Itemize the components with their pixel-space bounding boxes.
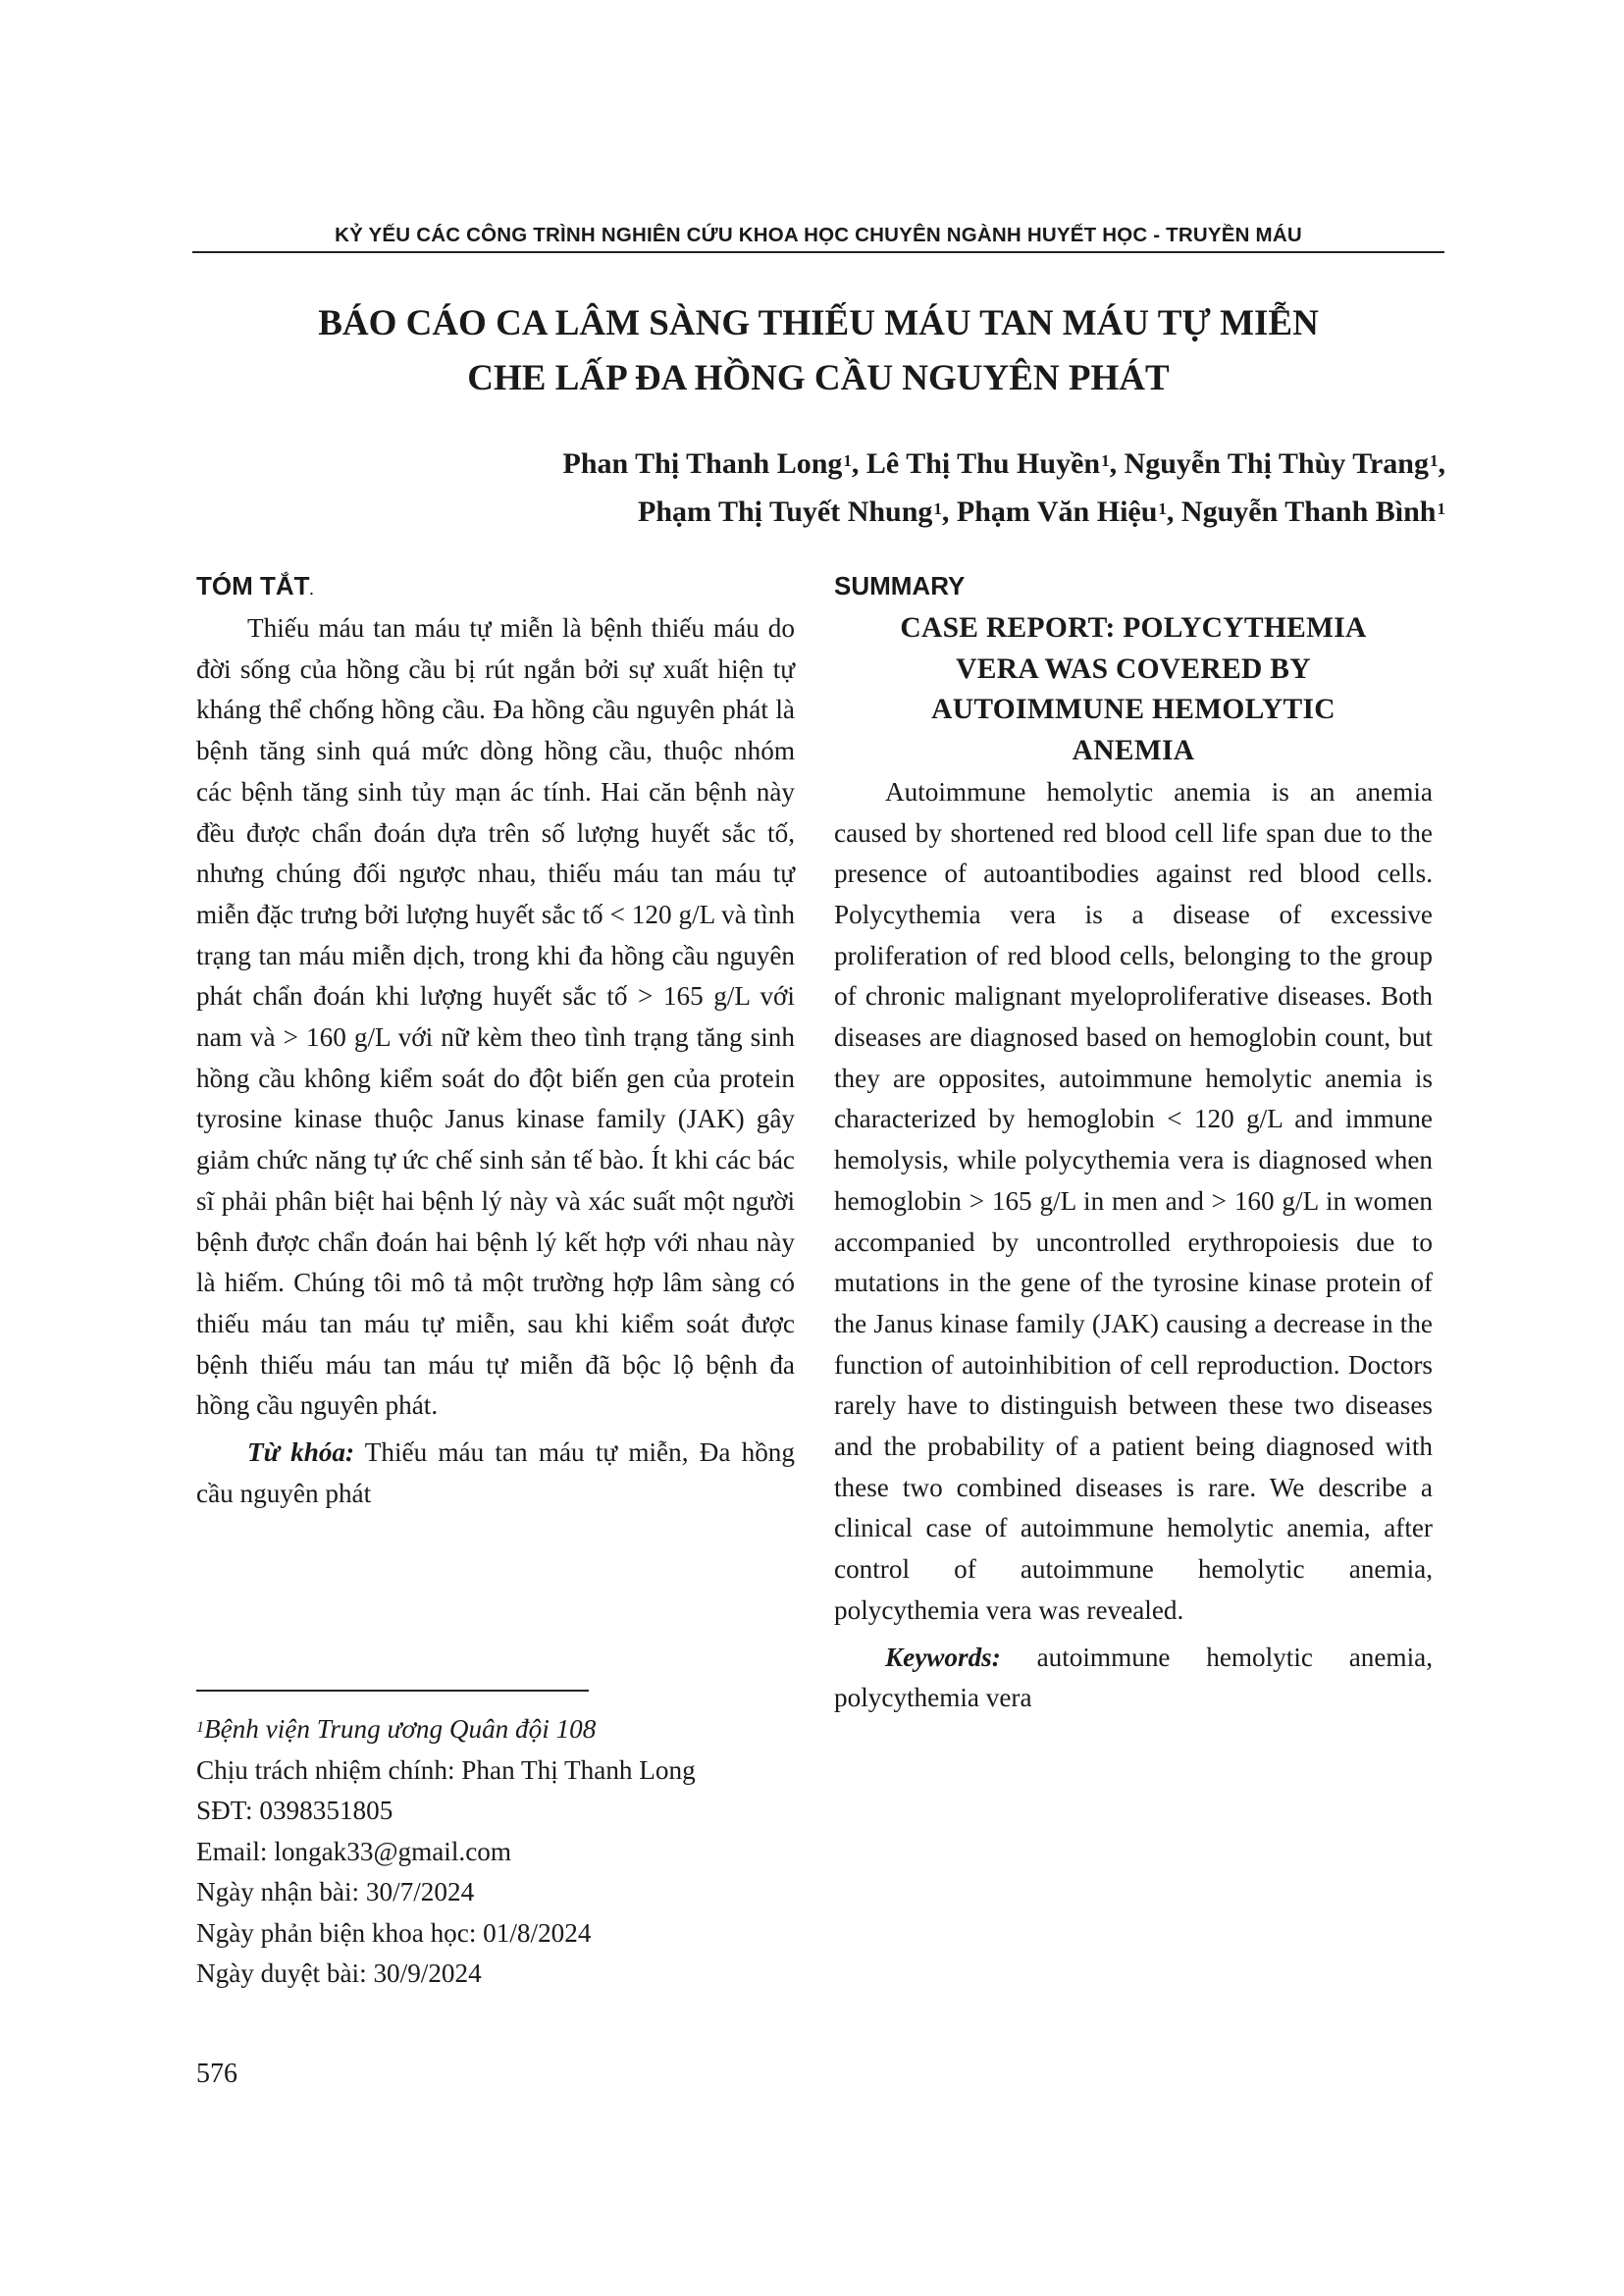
english-title-line: VERA WAS COVERED BY	[956, 652, 1311, 685]
english-abstract-column	[834, 565, 1433, 1729]
header-divider	[192, 251, 1444, 253]
author-line-2	[563, 488, 1446, 536]
corresponding-author: Chịu trách nhiệm chính: Phan Thị Thanh Long	[196, 1754, 696, 1785]
date-accepted: Ngày duyệt bài: 30/9/2024	[196, 1958, 482, 1988]
section-heading-tom-tat	[196, 565, 795, 608]
affiliation-mark: 1	[1437, 499, 1445, 518]
keywords-label: Keywords:	[885, 1642, 1001, 1672]
english-title-line: ANEMIA	[1072, 735, 1195, 767]
abstract-paragraph-vi: Thiếu máu tan máu tự miễn là bệnh thiếu máu do đời sống của hồng cầu bị rút ngắn bởi sự xuất hiện tự kháng thể chống hồng cầu. Đa hồng cầu nguyên phát là bệnh tăng sinh quá mức dòng hồng cầu, thuộc nhóm các bệnh tăng sinh tủy mạn ác tính. Hai căn bệnh này đều được chẩn đoán dựa trên số lượng huyết sắc tố, nhưng chúng đối ngược nhau, thiếu máu tan máu tự miễn đặc trưng bởi lượng huyết sắc tố < 120 g/L và tình trạng tan máu miễn dịch, trong khi đa hồng cầu nguyên phát chẩn đoán khi lượng huyết sắc tố > 165 g/L với nam và > 160 g/L với nữ kèm theo tình trạng tăng sinh hồng cầu không kiểm soát do đột biến gen của protein tyrosine kinase thuộc Janus kinase family (JAK) gây giảm chức năng tự ức chế sinh sản tế bào. Ít khi các bác sĩ phải phân biệt hai bệnh lý này và xác suất một người bệnh được chẩn đoán hai bệnh lý kết hợp với nhau này là hiếm. Chúng tôi mô tả một trường hợp lâm sàng có thiếu máu tan máu tự miễn, sau khi kiểm soát được bệnh thiếu máu tan máu tự miễn đã bộc lộ bệnh đa hồng cầu nguyên phát.	[196, 613, 795, 1421]
phone-number: SĐT: 0398351805	[196, 1796, 393, 1825]
affiliation-mark: 1	[196, 1719, 204, 1736]
author-name: Phan Thị Thanh Long	[562, 447, 843, 480]
author-separator: ,	[1109, 447, 1125, 480]
affiliation-mark: 1	[1158, 499, 1167, 518]
affiliation-mark: 1	[933, 499, 942, 518]
paper-title	[192, 296, 1444, 406]
author-name: Nguyễn Thanh Bình	[1180, 496, 1437, 528]
affiliation-mark: 1	[1430, 451, 1439, 470]
affiliation-mark: 1	[843, 451, 852, 470]
english-title-line: CASE REPORT: POLYCYTHEMIA	[900, 612, 1367, 644]
author-separator: ,	[1166, 496, 1181, 528]
author-name: Phạm Văn Hiệu	[956, 496, 1158, 528]
date-received: Ngày nhận bài: 30/7/2024	[196, 1877, 475, 1906]
footnote-divider	[196, 1690, 589, 1692]
keywords-text: autoimmune hemolytic anemia, polycythemia vera	[834, 1642, 1433, 1713]
author-separator: ,	[1438, 447, 1445, 480]
english-title	[834, 608, 1433, 772]
page-number: 576	[196, 2059, 237, 2089]
keywords-text: Thiếu máu tan máu tự miễn, Đa hồng cầu nguyên phát	[196, 1437, 795, 1508]
affiliation-footnote	[196, 1709, 805, 1750]
keywords-vi	[196, 1433, 795, 1514]
abstract-paragraph-en: Autoimmune hemolytic anemia is an anemia caused by shortened red blood cell life span due to the presence of autoantibodies against red blood cells. Polycythemia vera is a disease of excessive proliferation of red blood cells, belonging to the group of chronic malignant myeloproliferative diseases. Both diseases are diagnosed based on hemoglobin count, but they are opposites, autoimmune hemolytic anemia is characterized by hemoglobin < 120 g/L and immune hemolysis, while polycythemia vera is diagnosed when hemoglobin > 165 g/L in men and > 160 g/L in women accompanied by uncontrolled erythropoiesis due to mutations in the gene of the tyrosine kinase protein of the Janus kinase family (JAK) causing a decrease in the function of autoinhibition of cell reproduction. Doctors rarely have to distinguish between these two diseases and the probability of a patient being diagnosed with these two combined diseases is rare. We describe a clinical case of autoimmune hemolytic anemia, after control of autoimmune hemolytic anemia, polycythemia vera was revealed.	[834, 776, 1433, 1625]
paper-title-line-2: CHE LẤP ĐA HỒNG CẦU NGUYÊN PHÁT	[467, 358, 1170, 398]
author-name: Phạm Thị Tuyết Nhung	[638, 496, 933, 528]
date-reviewed: Ngày phản biện khoa học: 01/8/2024	[196, 1917, 592, 1948]
keywords-label: Từ khóa:	[247, 1437, 355, 1468]
heading-text: TÓM TẮT	[196, 571, 310, 600]
author-line-1	[563, 440, 1446, 488]
paper-title-line-1: BÁO CÁO CA LÂM SÀNG THIẾU MÁU TAN MÁU TỰ MIỄN	[318, 303, 1319, 343]
email-address: Email: longak33@gmail.com	[196, 1836, 512, 1866]
author-list	[563, 440, 1446, 536]
heading-dot: .	[309, 582, 314, 598]
keywords-en	[834, 1638, 1433, 1719]
section-heading-summary: SUMMARY	[834, 571, 966, 600]
vietnamese-abstract-column	[196, 565, 795, 1524]
affiliation-mark: 1	[1101, 451, 1110, 470]
author-name: Nguyễn Thị Thùy Trang	[1124, 447, 1429, 480]
author-separator: ,	[851, 447, 866, 480]
running-header: KỶ YẾU CÁC CÔNG TRÌNH NGHIÊN CỨU KHOA HỌC CHUYÊN NGÀNH HUYẾT HỌC - TRUYỀN MÁU	[335, 224, 1302, 246]
author-separator: ,	[941, 496, 957, 528]
english-title-line: AUTOIMMUNE HEMOLYTIC	[931, 694, 1336, 726]
author-name: Lê Thị Thu Huyền	[865, 447, 1101, 480]
footnotes	[196, 1709, 805, 1995]
affiliation-text: Bệnh viện Trung ương Quân đội 108	[204, 1714, 597, 1744]
